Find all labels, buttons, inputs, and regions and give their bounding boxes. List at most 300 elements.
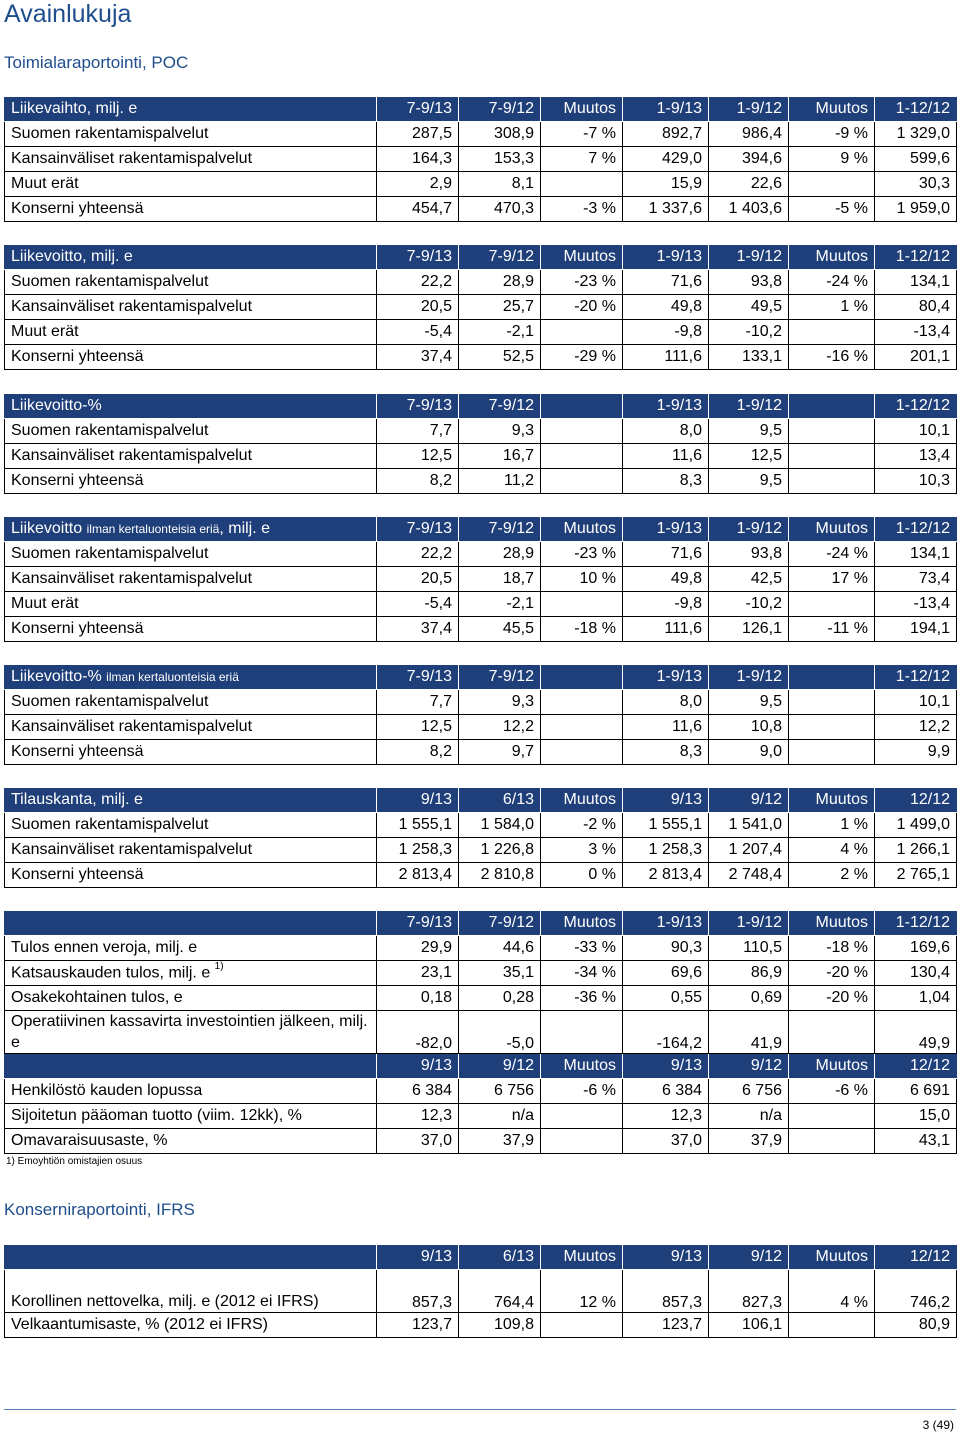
table-cell	[789, 1104, 875, 1129]
table-cell: 164,3	[377, 147, 459, 172]
table-row	[5, 197, 957, 222]
row-label-text: Korollinen nettovelka, milj. e (2012 ei IFRS)	[11, 1293, 319, 1310]
table-cell: -23 %	[541, 270, 623, 295]
table-row	[5, 961, 957, 986]
row-label-text: Muut erät	[11, 323, 79, 340]
table-cell: 1 %	[789, 813, 875, 838]
row-label-text: Kansainväliset rakentamispalvelut	[11, 841, 253, 858]
table-cell: -18 %	[789, 936, 875, 961]
row-label	[5, 147, 377, 172]
column-header: 7-9/13	[377, 245, 459, 270]
table-cell: -2,1	[459, 592, 541, 617]
table-cell: 126,1	[709, 617, 789, 642]
table-cell	[789, 1011, 875, 1054]
table-cell: 11,6	[623, 715, 709, 740]
row-label-text: Operatiivinen kassavirta investointien jälkeen, milj. e	[11, 1013, 368, 1051]
table-cell: -9,8	[623, 592, 709, 617]
table-cell: 44,6	[459, 936, 541, 961]
table-row	[5, 1129, 957, 1154]
table-row	[5, 1313, 957, 1338]
row-label-text: Konserni yhteensä	[11, 200, 144, 217]
row-label	[5, 838, 377, 863]
table-cell	[789, 444, 875, 469]
column-header	[789, 394, 875, 419]
table-cell: 41,9	[709, 1011, 789, 1054]
table-cell: 37,9	[709, 1129, 789, 1154]
row-label-text: Suomen rakentamispalvelut	[11, 545, 209, 562]
table-header-row	[5, 1054, 957, 1079]
table-cell: 1 226,8	[459, 838, 541, 863]
table-row	[5, 147, 957, 172]
table-cell	[789, 740, 875, 765]
table-cell: 12 %	[541, 1270, 623, 1313]
table-cell: -2,1	[459, 320, 541, 345]
table-cell: 22,2	[377, 542, 459, 567]
table-cell: 130,4	[875, 961, 957, 986]
column-header: 1-12/12	[875, 517, 957, 542]
table-row	[5, 592, 957, 617]
row-label-text: Kansainväliset rakentamispalvelut	[11, 447, 253, 464]
row-label	[5, 345, 377, 370]
table-title-main: Liikevoitto	[11, 520, 83, 537]
table-cell: 3 %	[541, 838, 623, 863]
key-figures-table	[4, 245, 957, 370]
table-cell: 9,5	[709, 469, 789, 494]
row-label-text: Konserni yhteensä	[11, 472, 144, 489]
table-cell: 764,4	[459, 1270, 541, 1313]
section-title-poc: Toimialaraportointi, POC	[4, 53, 189, 72]
table-cell: 429,0	[623, 147, 709, 172]
column-header: 1-9/13	[623, 517, 709, 542]
key-figures-table	[4, 517, 957, 642]
table-row	[5, 172, 957, 197]
table-cell: 49,8	[623, 295, 709, 320]
row-label	[5, 172, 377, 197]
column-header: 7-9/13	[377, 665, 459, 690]
table-cell: 90,3	[623, 936, 709, 961]
table-cell: -24 %	[789, 542, 875, 567]
key-figures-table	[4, 1245, 957, 1338]
table-cell: 9,3	[459, 419, 541, 444]
section-title-ifrs: Konserniraportointi, IFRS	[4, 1200, 195, 1219]
table-title: Liikevoitto, milj. e	[5, 245, 377, 270]
table-cell: 1 337,6	[623, 197, 709, 222]
table-cell: 201,1	[875, 345, 957, 370]
column-header: Muutos	[789, 245, 875, 270]
row-label	[5, 617, 377, 642]
table-cell: 15,0	[875, 1104, 957, 1129]
table-cell: 0 %	[541, 863, 623, 888]
table-cell: 35,1	[459, 961, 541, 986]
table-cell: 28,9	[459, 542, 541, 567]
row-label	[5, 542, 377, 567]
table-cell: 8,2	[377, 740, 459, 765]
table-header-row	[5, 1245, 957, 1270]
table-cell: 1 266,1	[875, 838, 957, 863]
table-cell: 28,9	[459, 270, 541, 295]
row-label-text: Osakekohtainen tulos, e	[11, 989, 183, 1006]
row-label	[5, 197, 377, 222]
table-cell: 8,1	[459, 172, 541, 197]
table-cell: 37,0	[623, 1129, 709, 1154]
table-cell: 134,1	[875, 542, 957, 567]
column-header: 9/13	[623, 1054, 709, 1079]
table-cell: 12,5	[377, 715, 459, 740]
table-row	[5, 1270, 957, 1313]
table-cell: 1 555,1	[377, 813, 459, 838]
table-cell	[541, 592, 623, 617]
column-header: 9/12	[709, 788, 789, 813]
table-row	[5, 838, 957, 863]
table-cell: 2 810,8	[459, 863, 541, 888]
row-label	[5, 1313, 377, 1338]
table-cell: 17 %	[789, 567, 875, 592]
column-header: 1-9/13	[623, 911, 709, 936]
row-label	[5, 690, 377, 715]
table-cell	[541, 715, 623, 740]
table-cell: 30,3	[875, 172, 957, 197]
column-header: 7-9/12	[459, 97, 541, 122]
table-row	[5, 469, 957, 494]
column-header: Muutos	[789, 97, 875, 122]
table-cell: 6 384	[377, 1079, 459, 1104]
row-label-text: Kansainväliset rakentamispalvelut	[11, 150, 253, 167]
table-cell: 2 813,4	[377, 863, 459, 888]
table-cell: 9 %	[789, 147, 875, 172]
table-cell: -16 %	[789, 345, 875, 370]
table-cell	[789, 1129, 875, 1154]
table-cell: 37,4	[377, 345, 459, 370]
table-cell	[541, 320, 623, 345]
column-header: 1-9/13	[623, 665, 709, 690]
table-cell	[789, 715, 875, 740]
row-label-text: Suomen rakentamispalvelut	[11, 125, 209, 142]
row-label	[5, 1270, 377, 1313]
table-row	[5, 419, 957, 444]
table-cell: 986,4	[709, 122, 789, 147]
column-header: 1-12/12	[875, 394, 957, 419]
table-header-row	[5, 911, 957, 936]
table-row	[5, 567, 957, 592]
table-cell: 8,3	[623, 469, 709, 494]
column-header	[541, 394, 623, 419]
table-cell	[541, 419, 623, 444]
table-cell: 43,1	[875, 1129, 957, 1154]
key-figures-table	[4, 788, 957, 888]
row-label	[5, 715, 377, 740]
row-label-text: Suomen rakentamispalvelut	[11, 422, 209, 439]
table-cell: 194,1	[875, 617, 957, 642]
table-cell: 857,3	[377, 1270, 459, 1313]
table-cell: 10,1	[875, 690, 957, 715]
table-cell: n/a	[709, 1104, 789, 1129]
row-label-text: Kansainväliset rakentamispalvelut	[11, 570, 253, 587]
table-cell: -6 %	[541, 1079, 623, 1104]
row-label-text: Suomen rakentamispalvelut	[11, 273, 209, 290]
table-cell: 9,0	[709, 740, 789, 765]
row-label-text: Velkaantumisaste, % (2012 ei IFRS)	[11, 1316, 269, 1333]
column-header: 9/13	[377, 1054, 459, 1079]
table-cell: -5 %	[789, 197, 875, 222]
table-cell: 80,4	[875, 295, 957, 320]
table-cell: 6 691	[875, 1079, 957, 1104]
table-cell: 9,9	[875, 740, 957, 765]
table-row	[5, 270, 957, 295]
table-cell: 12,3	[377, 1104, 459, 1129]
table-title	[5, 911, 377, 936]
table-cell: 71,6	[623, 542, 709, 567]
page-number: 3 (49)	[922, 1418, 954, 1432]
row-label-text: Muut erät	[11, 175, 79, 192]
row-label	[5, 863, 377, 888]
table-cell: 8,2	[377, 469, 459, 494]
row-label-text: Konserni yhteensä	[11, 743, 144, 760]
table-cell	[541, 172, 623, 197]
row-label-text: Suomen rakentamispalvelut	[11, 816, 209, 833]
key-figures-table	[4, 97, 957, 222]
table-cell	[789, 419, 875, 444]
key-figures-table	[4, 911, 957, 1154]
table-cell: 22,2	[377, 270, 459, 295]
column-header: 1-12/12	[875, 245, 957, 270]
table-cell: 2,9	[377, 172, 459, 197]
table-cell: 394,6	[709, 147, 789, 172]
table-cell	[541, 690, 623, 715]
table-cell: 42,5	[709, 567, 789, 592]
row-label-text: Omavaraisuusaste, %	[11, 1132, 168, 1149]
table-row	[5, 1104, 957, 1129]
table-cell	[541, 740, 623, 765]
table-cell: 37,0	[377, 1129, 459, 1154]
table-header-row	[5, 245, 957, 270]
table-row	[5, 986, 957, 1011]
table-cell: 37,9	[459, 1129, 541, 1154]
table-cell: 746,2	[875, 1270, 957, 1313]
table-cell: -6 %	[789, 1079, 875, 1104]
table-cell: 93,8	[709, 270, 789, 295]
table-cell: 37,4	[377, 617, 459, 642]
row-label	[5, 567, 377, 592]
column-header: 1-12/12	[875, 911, 957, 936]
table-cell: 1 555,1	[623, 813, 709, 838]
page-title: Avainlukuja	[4, 0, 132, 28]
table-cell	[541, 1011, 623, 1054]
row-label	[5, 469, 377, 494]
table-subheader-blank	[5, 1054, 377, 1079]
table-cell: 16,7	[459, 444, 541, 469]
table-cell: 9,5	[709, 690, 789, 715]
table-cell: -9,8	[623, 320, 709, 345]
table-header-row	[5, 394, 957, 419]
table-cell: 10 %	[541, 567, 623, 592]
table-cell: -24 %	[789, 270, 875, 295]
table-cell: 0,55	[623, 986, 709, 1011]
table-row	[5, 542, 957, 567]
table-cell: 6 756	[709, 1079, 789, 1104]
table-cell: 470,3	[459, 197, 541, 222]
table-cell: 9,3	[459, 690, 541, 715]
table-cell: 15,9	[623, 172, 709, 197]
row-label-text: Konserni yhteensä	[11, 348, 144, 365]
table-cell: -7 %	[541, 122, 623, 147]
table-cell	[789, 320, 875, 345]
table-cell: -13,4	[875, 592, 957, 617]
table-cell	[541, 444, 623, 469]
table-cell: -82,0	[377, 1011, 459, 1054]
column-header: 1-9/12	[709, 665, 789, 690]
table-title: Tilauskanta, milj. e	[5, 788, 377, 813]
table-cell: 11,2	[459, 469, 541, 494]
table-cell: 2 748,4	[709, 863, 789, 888]
table-cell: 8,0	[623, 419, 709, 444]
column-header: 9/13	[623, 788, 709, 813]
table-cell	[541, 1129, 623, 1154]
table-cell: 80,9	[875, 1313, 957, 1338]
table-cell: -2 %	[541, 813, 623, 838]
column-header: Muutos	[789, 1054, 875, 1079]
column-header: 1-12/12	[875, 97, 957, 122]
table-row	[5, 444, 957, 469]
row-label	[5, 740, 377, 765]
column-header: 1-9/13	[623, 394, 709, 419]
table-cell: 12,2	[459, 715, 541, 740]
column-header: 9/12	[459, 1054, 541, 1079]
table-cell: 22,6	[709, 172, 789, 197]
table-cell: 308,9	[459, 122, 541, 147]
table-header-row	[5, 665, 957, 690]
column-header: Muutos	[541, 245, 623, 270]
table-cell: 1 499,0	[875, 813, 957, 838]
column-header: 1-9/12	[709, 97, 789, 122]
column-header: Muutos	[789, 911, 875, 936]
table-cell: 0,69	[709, 986, 789, 1011]
table-cell: -20 %	[789, 986, 875, 1011]
table-title	[5, 517, 377, 542]
column-header: 7-9/13	[377, 911, 459, 936]
table-cell	[541, 1313, 623, 1338]
column-header: 7-9/13	[377, 394, 459, 419]
column-header: 7-9/12	[459, 517, 541, 542]
table-cell	[789, 172, 875, 197]
table-row	[5, 320, 957, 345]
row-label	[5, 592, 377, 617]
table-cell: 10,8	[709, 715, 789, 740]
row-label	[5, 320, 377, 345]
table-row	[5, 345, 957, 370]
table-cell: 1 403,6	[709, 197, 789, 222]
table-cell: 52,5	[459, 345, 541, 370]
table-cell: -5,4	[377, 320, 459, 345]
table-title-qualifier: ilman kertaluonteisia eriä	[86, 522, 220, 536]
column-header: 7-9/13	[377, 97, 459, 122]
table-cell: 12,5	[377, 444, 459, 469]
table-cell: 6 756	[459, 1079, 541, 1104]
table-cell: 7 %	[541, 147, 623, 172]
table-cell	[789, 1313, 875, 1338]
table-cell: 454,7	[377, 197, 459, 222]
table-cell: -33 %	[541, 936, 623, 961]
table-row	[5, 813, 957, 838]
table-cell: 1 584,0	[459, 813, 541, 838]
footnote: 1) Emoyhtiön omistajien osuus	[6, 1156, 143, 1167]
table-cell	[541, 469, 623, 494]
table-row	[5, 863, 957, 888]
table-cell: 1 207,4	[709, 838, 789, 863]
table-cell	[789, 592, 875, 617]
table-cell: -10,2	[709, 592, 789, 617]
table-cell: 1 541,0	[709, 813, 789, 838]
table-cell: 2 813,4	[623, 863, 709, 888]
table-title	[5, 1245, 377, 1270]
table-cell: 12,5	[709, 444, 789, 469]
table-header-row	[5, 788, 957, 813]
table-cell: 153,3	[459, 147, 541, 172]
table-row	[5, 715, 957, 740]
table-cell: 49,5	[709, 295, 789, 320]
table-header-row	[5, 97, 957, 122]
table-cell: 20,5	[377, 567, 459, 592]
table-cell: 599,6	[875, 147, 957, 172]
column-header	[789, 665, 875, 690]
table-row	[5, 122, 957, 147]
table-cell: -10,2	[709, 320, 789, 345]
column-header: 1-9/13	[623, 97, 709, 122]
table-cell: -5,0	[459, 1011, 541, 1054]
column-header: 9/13	[377, 1245, 459, 1270]
table-cell: 9,7	[459, 740, 541, 765]
table-title: Liikevoitto-%	[5, 394, 377, 419]
table-cell: 18,7	[459, 567, 541, 592]
footnote-marker: 1)	[214, 961, 224, 973]
column-header: 1-12/12	[875, 665, 957, 690]
table-title-unit: , milj. e	[219, 520, 271, 537]
table-cell: 6 384	[623, 1079, 709, 1104]
table-cell: 1 %	[789, 295, 875, 320]
table-cell: -20 %	[789, 961, 875, 986]
table-cell: 4 %	[789, 1270, 875, 1313]
table-cell: -29 %	[541, 345, 623, 370]
table-cell: 109,8	[459, 1313, 541, 1338]
table-cell: 12,2	[875, 715, 957, 740]
footer-rule	[4, 1409, 956, 1410]
table-cell: 8,0	[623, 690, 709, 715]
key-figures-table	[4, 665, 957, 765]
table-title-main: Liikevoitto-%	[11, 668, 102, 685]
column-header: 6/13	[459, 788, 541, 813]
column-header: Muutos	[541, 788, 623, 813]
table-cell: 287,5	[377, 122, 459, 147]
table-cell: 69,6	[623, 961, 709, 986]
row-label-text: Kansainväliset rakentamispalvelut	[11, 718, 253, 735]
table-cell: 23,1	[377, 961, 459, 986]
table-cell: 49,8	[623, 567, 709, 592]
table-cell: 1 329,0	[875, 122, 957, 147]
table-cell: -3 %	[541, 197, 623, 222]
column-header: Muutos	[789, 788, 875, 813]
table-cell: 0,18	[377, 986, 459, 1011]
row-label	[5, 122, 377, 147]
column-header: Muutos	[541, 1054, 623, 1079]
row-label-text: Suomen rakentamispalvelut	[11, 693, 209, 710]
column-header: Muutos	[541, 1245, 623, 1270]
table-cell: 49,9	[875, 1011, 957, 1054]
column-header: 7-9/12	[459, 665, 541, 690]
table-cell: 1 258,3	[377, 838, 459, 863]
row-label-text: Henkilöstö kauden lopussa	[11, 1082, 203, 1099]
column-header	[541, 665, 623, 690]
column-header: 9/12	[709, 1054, 789, 1079]
table-cell: 12,3	[623, 1104, 709, 1129]
